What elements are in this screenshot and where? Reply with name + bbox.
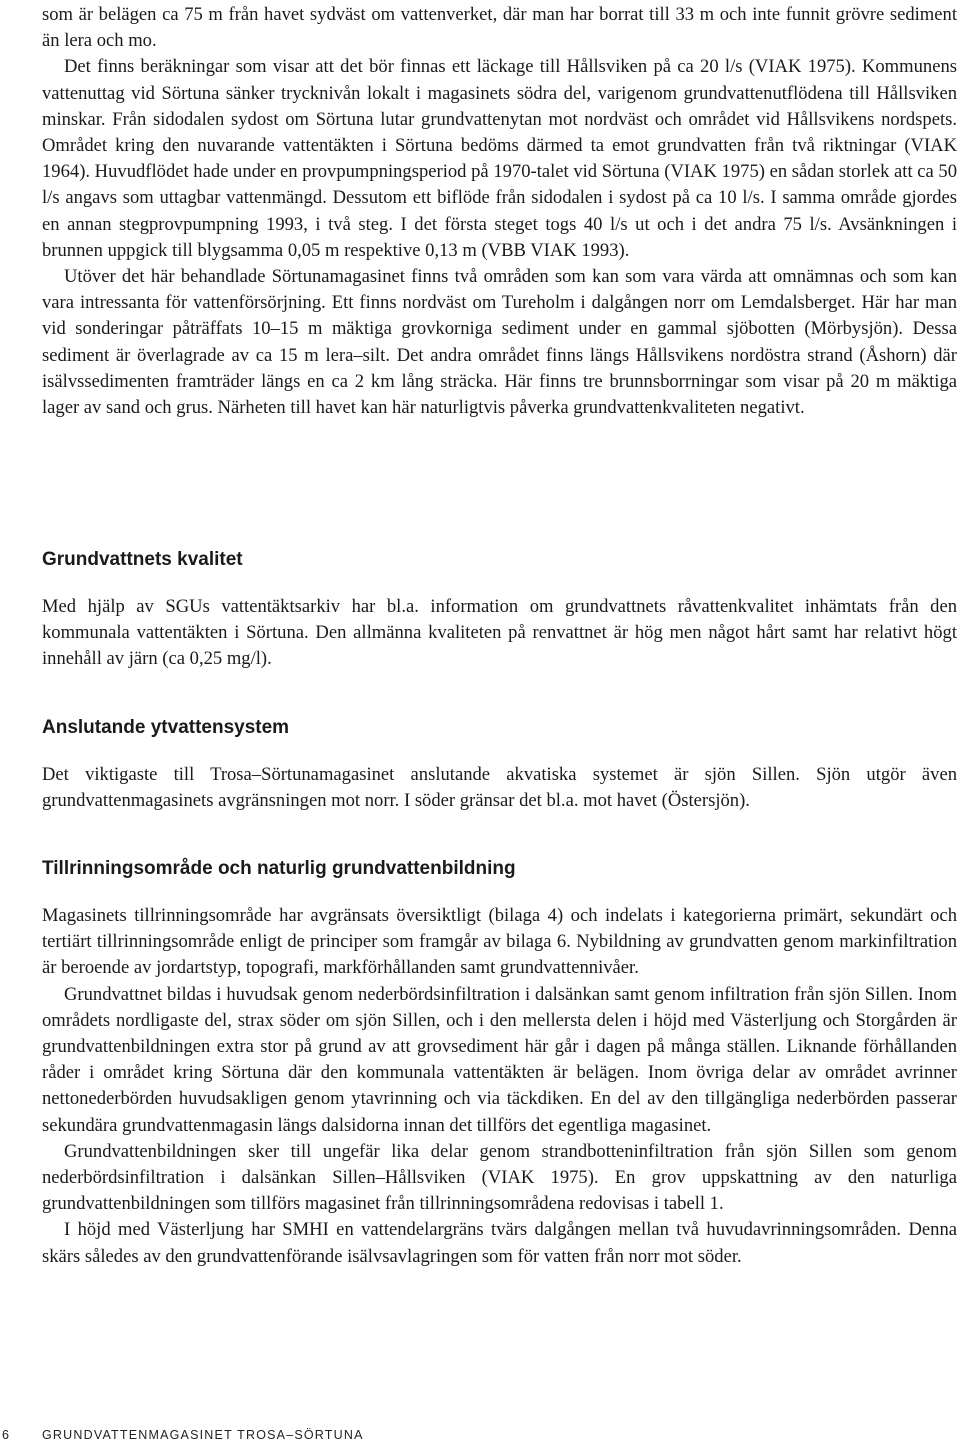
section-quality [42, 548, 957, 673]
page-number: 6 [2, 1428, 11, 1442]
heading-quality: Grundvattnets kvalitet [42, 549, 243, 570]
paragraph-continuation: som är belägen ca 75 m från havet sydväst om vattenverket, där man har borrat till 33 m och inte funnit grövre sediment än lera och mo. [42, 4, 957, 52]
paragraph-surface-water: Det viktigaste till Trosa–Sörtunamagasinet anslutande akvatiska systemet är sjön Sillen. Sjön utgör även grundvattenmagasinets avgränsningen mot norr. I söder gränsar det bl.a. mot havet (Östersjön). [42, 764, 957, 812]
paragraph-quality: Med hjälp av SGUs vattentäktsarkiv har bl.a. information om grundvattnets råvattenkvalitet inhämtats från den kommunala vattentäkten i Sörtuna. Den allmänna kvaliteten på renvattnet är hög men något hårt samt har relativt högt innehåll av järn (ca 0,25 mg/l). [42, 596, 957, 670]
paragraph-other-areas: Utöver det här behandlade Sörtunamagasinet finns två områden som kan som vara värda att omnämnas och som kan vara intressanta för vattenförsörjning. Ett finns nordväst om Tureholm i dalgången norr om Lemdalsberget. Här har man vid sonderingar påträffats 10–15 m mäktiga grovkorniga sediment under en gammal sjöbotten (Mörbysjön). Dessa sediment är överlagrade av ca 15 m lera–silt. Det andra området finns längs Hållsvikens nordöstra strand (Åshorn) där isälvssedimenten framträder längs en ca 2 km lång sträcka. Här finns tre brunnsborrningar som visar på 20 m mäktiga lager av sand och grus. Närheten till havet kan här naturligtvis påverka grundvattenkvaliteten negativt. [42, 266, 957, 419]
paragraph-watershed: I höjd med Västerljung har SMHI en vattendelargräns tvärs dalgången mellan två huvudavrinningsområden. Denna skärs således av den grundvattenförande isälvsavlagringen som för vatten från norr mot söder. [42, 1219, 957, 1267]
section-surface-water [42, 716, 957, 814]
intro-section [42, 2, 957, 421]
paragraph-recharge-formation: Grundvattnet bildas i huvudsak genom nederbördsinfiltration i dalsänkan samt genom infiltration från sjön Sillen. Inom områdets nordligaste del, strax söder om sjön Sillen, och i den mellersta delen i höjd med Västerljung och Storgården är grundvattenbildningen extra stor på grund av att grovsediment här går i dagen på många ställen. Liknande förhållanden råder i området kring Sörtuna där den kommunala vattentäkten är belägen. Inom övriga delar av området avrinner nettonederbörden huvudsakligen genom ytavrinning och via täckdiken. En del av den tillgängliga nederbörden passerar sekundära grundvattenmagasin längs dalsidorna innan det tillförs det egentliga magasinet. [42, 983, 957, 1136]
paragraph-recharge-estimate: Grundvattenbildningen sker till ungefär lika delar genom strandbotteninfiltration från sjön Sillen som genom nederbördsinfiltration i dalsänkan Sillen–Hållsviken (VIAK 1975). En grov uppskattning av den naturliga grundvattenbildningen som tillförs magasinet från tillrinningsområdena redovisas i tabell 1. [42, 1140, 957, 1215]
running-title: GRUNDVATTENMAGASINET TROSA–SÖRTUNA [42, 1428, 364, 1442]
heading-surface-water: Anslutande ytvattensystem [42, 717, 290, 738]
paragraph-recharge-area: Magasinets tillrinningsområde har avgränsats översiktligt (bilaga 4) och indelats i kategorierna primärt, sekundärt och tertiärt tillrinningsområde enligt de principer som framgår av bilaga 6. Nybildning av grundvatten genom markinfiltration är beroende av jordartstyp, topografi, markförhållanden samt grundvattennivåer. [42, 905, 957, 979]
section-recharge [42, 857, 957, 1270]
heading-recharge: Tillrinningsområde och naturlig grundvattenbildning [42, 858, 516, 879]
paragraph-leakage: Det finns beräkningar som visar att det bör finnas ett läckage till Hållsviken på ca 20 l/s (VIAK 1975). Kommunens vattenuttag vid Sörtuna sänker trycknivån lokalt i magasinets södra del, varigenom grundvattenutflödena till Hållsviken minskar. Från sidodalen sydost om Sörtuna lutar grundvattenytan mot nordväst och området vid Hållsvikens nordspets. Området kring den nuvarande vattentäkten i Sörtuna bedöms därmed ta emot grundvatten från två riktningar (VIAK 1964). Huvudflödet hade under en provpumpningsperiod på 1970-talet vid Sörtuna (VIAK 1975) en sådan storlek att ca 50 l/s angavs som uttagbar vattenmängd. Dessutom ett biflöde från sidodalen i sydost på ca 10 l/s. I samma område gjordes en annan stegprovpumpning 1993, i två steg. I det första steget togs 40 l/s ut och i det andra 75 l/s. Avsänkningen i brunnen uppgick till blygsamma 0,05 m respektive 0,13 m (VBB VIAK 1993). [42, 56, 958, 261]
